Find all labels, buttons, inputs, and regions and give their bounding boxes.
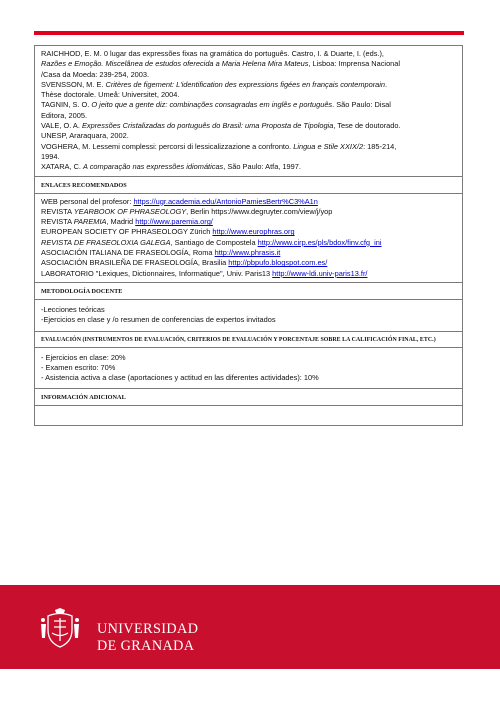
enlace-line xyxy=(41,258,456,268)
text-run: VOGHERA, M. Lessemi complessi: percorsi di lessicalizzazione a confronto. xyxy=(41,141,294,151)
bibliography-line xyxy=(41,152,456,162)
enlace-line xyxy=(41,248,456,258)
external-link[interactable]: http://www.paremia.org/ xyxy=(135,217,213,227)
bibliography-line xyxy=(41,90,456,100)
syllabus-table xyxy=(34,45,463,426)
info-adicional-section xyxy=(35,405,462,425)
text-run: O jeito que a gente diz: combinações consagradas em inglês e português xyxy=(91,100,333,110)
text-run: , Santiago de Compostela xyxy=(170,237,258,247)
bibliography-line xyxy=(41,142,456,152)
evaluacion-section xyxy=(35,347,462,389)
text-run: A comparação nas expressões idiomáticas xyxy=(83,162,224,172)
text-run: , Berlin https://www.degruyter.com/view/j/yop xyxy=(186,206,333,216)
enlace-line xyxy=(41,197,456,207)
university-name xyxy=(97,621,198,655)
text-run: XATARA, C. xyxy=(41,162,84,172)
university-name-line1: UNIVERSIDAD xyxy=(97,621,199,637)
external-link[interactable]: http://pbpufo.blogspot.com.es/ xyxy=(228,258,328,268)
enlaces-section xyxy=(35,193,462,282)
text-run: 1994. xyxy=(41,151,60,161)
text-run: . xyxy=(385,79,388,89)
external-link[interactable]: http://www.cirp.es/pls/bdox/finv.cfg_ini xyxy=(257,237,382,247)
bibliography-line xyxy=(41,121,456,131)
text-run: , Tese de doutorado. xyxy=(333,121,401,131)
text-run: Razões e Emoção. Miscelânea de estudos oferecida a Maria Helena Mira Mateus xyxy=(41,59,309,69)
text-run: REVISTA xyxy=(41,217,74,227)
enlace-line xyxy=(41,217,456,227)
text-run: REVISTA DE FRASEOLOXIA GALEGA xyxy=(41,237,171,247)
text-run: PAREMIA xyxy=(73,217,107,227)
metodologia-line: -Lecciones teóricas xyxy=(41,304,105,314)
info-adicional-heading: INFORMACIÓN ADICIONAL xyxy=(35,388,462,405)
metodologia-section xyxy=(35,299,462,331)
text-run: Expressões Cristalizadas do português do Brasil: uma Proposta de Tipologia xyxy=(81,121,334,131)
bibliography-line xyxy=(41,162,456,172)
text-run: UNESP, Araraquara, 2002. xyxy=(41,131,129,141)
evaluacion-heading: EVALUACIÓN (INSTRUMENTOS DE EVALUACIÓN, CRITERIOS DE EVALUACIÓN Y PORCENTAJE SOBRE LA CALIFICACIÓN FINAL, ETC.) xyxy=(35,331,462,347)
evaluacion-line: - Ejercicios en clase: 20% xyxy=(41,352,126,362)
bibliography-line xyxy=(41,49,456,59)
external-link[interactable]: https://ugr.academia.edu/AntonioPamiesBertr%C3%A1n xyxy=(133,196,318,206)
bibliography-line xyxy=(41,131,456,141)
text-run: WEB personal del profesor: xyxy=(41,196,134,206)
text-run: . São Paulo: Disal xyxy=(332,100,391,110)
metodologia-line: -Ejercicios en clase y /o resumen de conferencias de expertos invitados xyxy=(41,315,276,325)
text-run: , Madrid xyxy=(106,217,136,227)
text-run: , Lisboa: Imprensa Nacional xyxy=(308,59,401,69)
text-run: , São Paulo: Atfa, 1997. xyxy=(223,162,301,172)
enlace-line xyxy=(41,269,456,279)
enlace-line xyxy=(41,238,456,248)
university-name-line2: DE GRANADA xyxy=(97,638,195,654)
text-run: SVENSSON, M. E. xyxy=(41,79,106,89)
text-run: YEARBOOK OF PHRASEOLOGY xyxy=(73,206,187,216)
text-run: Thèse doctorale. Umeå: Universitet, 2004. xyxy=(41,90,180,100)
external-link[interactable]: http://www.europhras.org xyxy=(212,227,295,237)
university-seal-icon xyxy=(38,608,82,650)
metodologia-heading: METODOLOGÍA DOCENTE xyxy=(35,282,462,299)
text-run: TAGNIN, S. O. xyxy=(41,100,92,110)
text-run: /Casa da Moeda: 239-254, 2003. xyxy=(41,69,150,79)
text-run: Critères de figement: L'identification des expressions figées en français contemporain xyxy=(105,79,386,89)
external-link[interactable]: http://www.phrasis.it xyxy=(214,248,281,258)
text-run: REVISTA xyxy=(41,206,74,216)
text-run: EUROPEAN SOCIETY OF PHRASEOLOGY Zürich xyxy=(41,227,213,237)
text-run: ASOCIACIÓN ITALIANA DE FRASEOLOGÍA, Roma xyxy=(41,248,215,258)
bibliography-line xyxy=(41,59,456,69)
text-run: Editora, 2005. xyxy=(41,110,88,120)
text-run: ASOCIACIÓN BRASILEÑA DE FRASEOLOGÍA, Brasilia xyxy=(41,258,229,268)
enlace-line xyxy=(41,207,456,217)
enlaces-heading: ENLACES RECOMENDADOS xyxy=(35,176,462,193)
evaluacion-line: - Examen escrito: 70% xyxy=(41,362,116,372)
text-run: : 185-214, xyxy=(363,141,397,151)
top-accent-bar xyxy=(34,31,464,35)
text-run: RAICHHOD, E. M. 0 lugar das expressões fixas na gramática do português. Castro, I. & Duarte, I. (eds.), xyxy=(41,49,384,58)
bibliography-line xyxy=(41,70,456,80)
bibliography-line xyxy=(41,100,456,110)
evaluacion-line: - Asistencia activa a clase (aportaciones y actitud en las diferentes actividades): 10% xyxy=(41,373,319,383)
enlace-line xyxy=(41,227,456,237)
external-link[interactable]: http://www-ldi.univ-paris13.fr/ xyxy=(272,268,368,278)
text-run: LABORATORIO "Lexiques, Dictionnaires, Informatique", Univ. Paris13 xyxy=(41,268,273,278)
bibliography-line xyxy=(41,80,456,90)
text-run: Lingua e Stile XXIX/2 xyxy=(293,141,364,151)
bibliography-section xyxy=(35,46,462,176)
bibliography-line xyxy=(41,111,456,121)
text-run: VALE, O. A. xyxy=(41,121,82,131)
